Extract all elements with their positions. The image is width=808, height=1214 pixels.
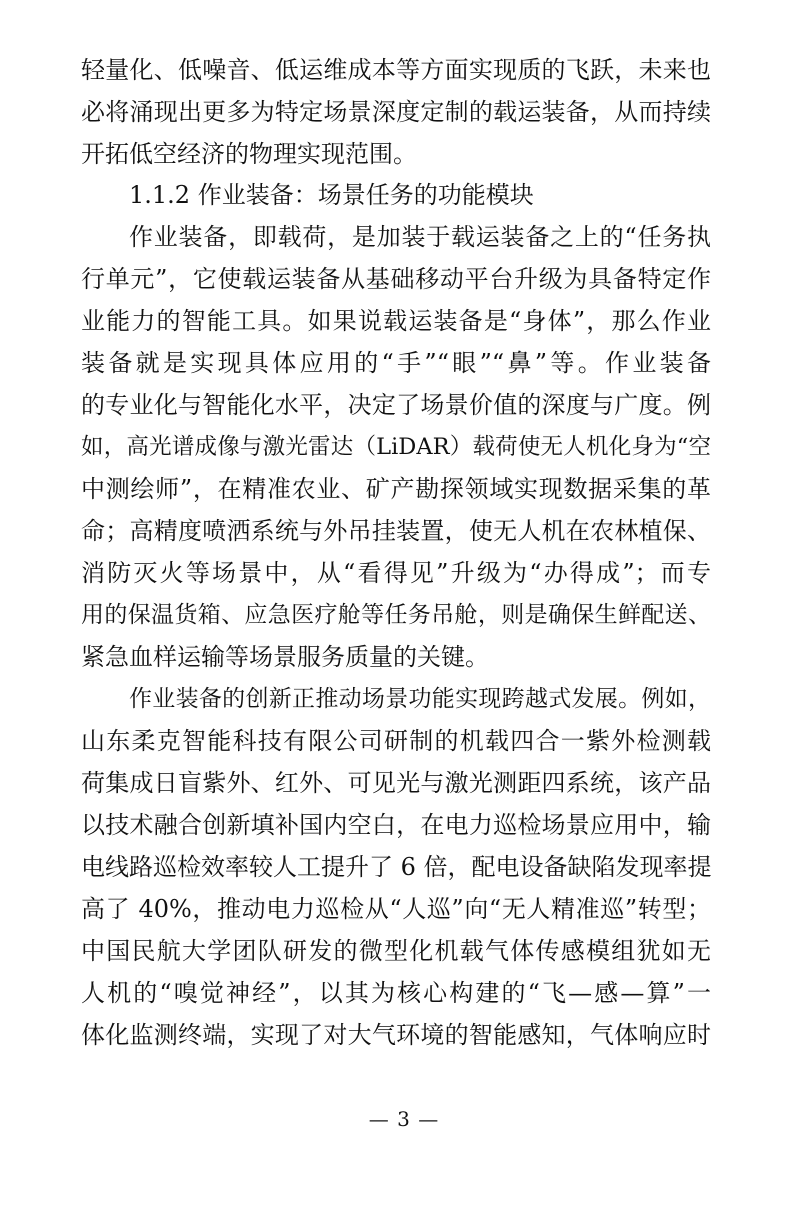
body-text-line: 轻量化、低噪音、低运维成本等方面实现质的飞跃，未来也 xyxy=(81,56,711,84)
body-text-line: 荷集成日盲紫外、红外、可见光与激光测距四系统，该产品 xyxy=(81,769,711,797)
body-text-line: 山东柔克智能科技有限公司研制的机载四合一紫外检测载 xyxy=(81,727,711,755)
body-text-line: 作业装备，即载荷，是加装于载运装备之上的“任务执 xyxy=(129,223,711,251)
body-text-line: 消防灭火等场景中，从“看得见”升级为“办得成”；而专 xyxy=(81,559,711,587)
body-text-line: 的专业化与智能化水平，决定了场景价值的深度与广度。例 xyxy=(81,391,711,419)
body-text-line: 作业装备的创新正推动场景功能实现跨越式发展。例如， xyxy=(129,686,711,712)
body-text-line: 以技术融合创新填补国内空白，在电力巡检场景应用中，输 xyxy=(81,811,711,839)
body-text-line: 电线路巡检效率较人工提升了 6 倍，配电设备缺陷发现率提 xyxy=(81,853,712,881)
body-text-line: 紧急血样运输等场景服务质量的关键。 xyxy=(81,643,489,671)
body-text-line: 体化监测终端，实现了对大气环境的智能感知，气体响应时 xyxy=(81,1021,711,1049)
body-text-line: 高了 40%，推动电力巡检从“人巡”向“无人精准巡”转型； xyxy=(81,895,711,923)
body-text-line: 开拓低空经济的物理实现范围。 xyxy=(81,140,417,168)
body-text-line: 人机的“嗅觉神经”，以其为核心构建的“飞—感—算”一 xyxy=(81,979,711,1007)
body-text-line: 如，高光谱成像与激光雷达（LiDAR）载荷使无人机化身为“空 xyxy=(81,434,711,460)
body-text-line: 装备就是实现具体应用的“手”“眼”“鼻”等。作业装备 xyxy=(81,349,711,377)
body-text-line: 中国民航大学团队研发的微型化机载气体传感模组犹如无 xyxy=(81,937,711,965)
body-text-line: 行单元”，它使载运装备从基础移动平台升级为具备特定作 xyxy=(81,265,711,293)
page-number: — 3 — xyxy=(368,1107,440,1131)
body-text-line: 必将涌现出更多为特定场景深度定制的载运装备，从而持续 xyxy=(81,98,711,126)
body-text-line: 业能力的智能工具。如果说载运装备是“身体”，那么作业 xyxy=(81,307,711,335)
section-heading: 1.1.2 作业装备：场景任务的功能模块 xyxy=(129,181,534,209)
body-text-line: 命；高精度喷洒系统与外吊挂装置，使无人机在农林植保、 xyxy=(81,517,711,545)
body-text-line: 用的保温货箱、应急医疗舱等任务吊舱，则是确保生鲜配送、 xyxy=(81,602,711,628)
body-text-line: 中测绘师”，在精准农业、矿产勘探领域实现数据采集的革 xyxy=(81,475,711,503)
